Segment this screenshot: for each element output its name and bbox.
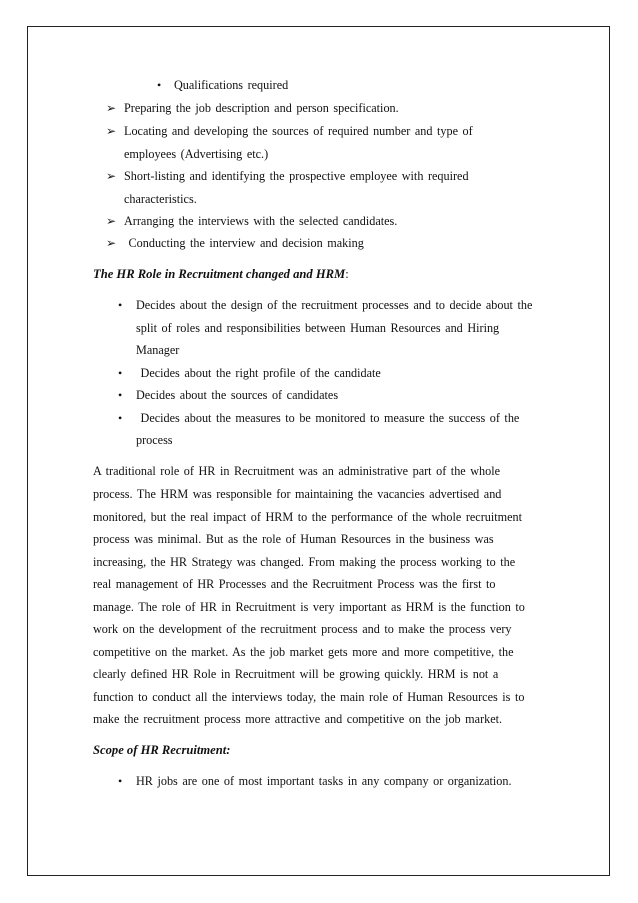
paragraph-line: process was minimal. But as the role of Human Resources in the business was (93, 532, 494, 546)
arrow-bullet-icon: ➢ (106, 169, 117, 183)
bullet-item-text-continued: split of roles and responsibilities between Human Resources and Hiring (136, 321, 500, 335)
arrow-item-text: Preparing the job description and person specification. (124, 101, 399, 115)
bullet-item-text: HR jobs are one of most important tasks in any company or organization. (136, 774, 512, 788)
bullet-item-text-continued: process (136, 433, 173, 447)
arrow-item-text-continued: characteristics. (124, 192, 197, 206)
bullet-item-text: Decides about the measures to be monitored to measure the success of the (136, 411, 520, 425)
bullet-icon: • (118, 298, 123, 312)
paragraph-line: A traditional role of HR in Recruitment was an administrative part of the whole (93, 464, 501, 478)
bullet-icon: • (118, 388, 123, 402)
paragraph-line: real management of HR Processes and the Recruitment Process was the first to (93, 577, 496, 591)
bullet-icon: • (118, 366, 123, 380)
bullet-icon: • (157, 78, 162, 92)
bullet-item-text: Decides about the design of the recruitment processes and to decide about the (136, 298, 533, 312)
paragraph-line: work on the development of the recruitment process and to make the process very (93, 622, 512, 636)
paragraph-line: make the recruitment process more attractive and competitive on the job market. (93, 712, 503, 726)
section-heading: Scope of HR Recruitment: (93, 743, 231, 757)
bullet-icon: • (118, 411, 123, 425)
paragraph-line: function to conduct all the interviews today, the main role of Human Resources is to (93, 690, 525, 704)
bullet-item-text: Decides about the sources of candidates (136, 388, 339, 402)
heading-text: The HR Role in Recruitment changed and HRM (93, 267, 346, 281)
arrow-item-text: Locating and developing the sources of required number and type of (124, 124, 473, 138)
paragraph-line: increasing, the HR Strategy was changed. From making the process working to the (93, 555, 516, 569)
paragraph-line: competitive on the market. As the job market gets more and more competitive, the (93, 645, 514, 659)
paragraph-line: process. The HRM was responsible for maintaining the vacancies advertised and (93, 487, 502, 501)
arrow-item-text: Arranging the interviews with the selected candidates. (124, 214, 398, 228)
arrow-item-text-continued: employees (Advertising etc.) (124, 147, 269, 161)
paragraph-line: clearly defined HR Role in Recruitment will be growing quickly. HRM is not a (93, 667, 499, 681)
arrow-item-text: Conducting the interview and decision making (124, 236, 364, 250)
heading-colon: : (345, 267, 349, 281)
paragraph-line: manage. The role of HR in Recruitment is very important as HRM is the function to (93, 600, 525, 614)
section-heading (93, 267, 349, 282)
bullet-item-text-continued: Manager (136, 343, 180, 357)
bullet-icon: • (118, 774, 123, 788)
arrow-bullet-icon: ➢ (106, 236, 117, 250)
bullet-item-text: Decides about the right profile of the candidate (136, 366, 381, 380)
arrow-bullet-icon: ➢ (106, 101, 117, 115)
arrow-bullet-icon: ➢ (106, 214, 117, 228)
paragraph-line: monitored, but the real impact of HRM to the performance of the whole recruitment (93, 510, 523, 524)
arrow-item-text: Short-listing and identifying the prospective employee with required (124, 169, 469, 183)
arrow-bullet-icon: ➢ (106, 124, 117, 138)
sub-bullet-text: Qualifications required (174, 78, 289, 92)
